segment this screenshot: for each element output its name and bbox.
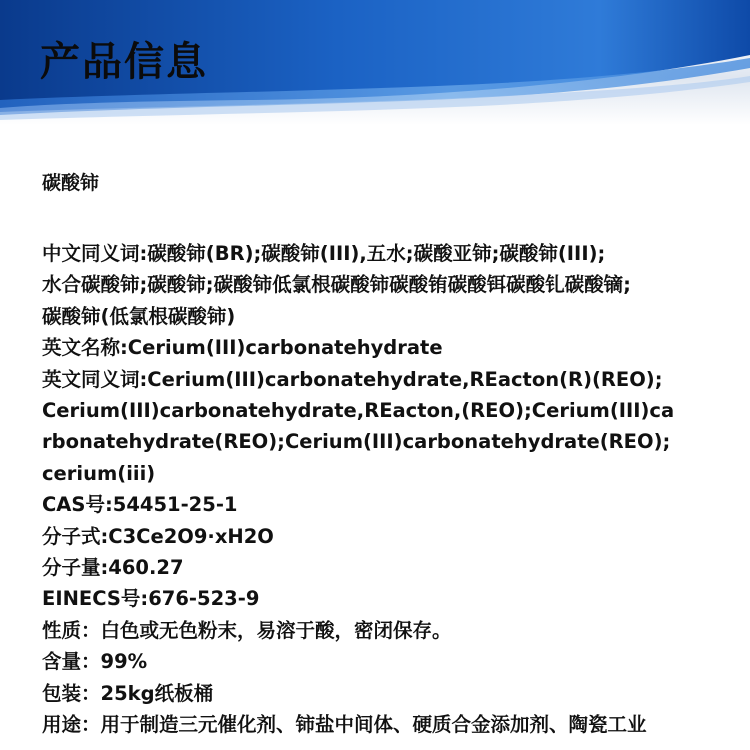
info-line-en-synonyms-4: cerium(iii) <box>42 461 156 485</box>
info-line-packaging: 包装：25kg纸板桶 <box>42 681 214 705</box>
info-line-einecs: EINECS号:676-523-9 <box>42 587 260 611</box>
info-line-content: 含量：99% <box>42 650 148 674</box>
info-line-properties: 性质：白色或无色粉末，易溶于酸，密闭保存。 <box>42 618 452 642</box>
page-title: 产品信息 <box>40 39 208 85</box>
info-line-cn-synonyms-1: 中文同义词:碳酸铈(BR);碳酸铈(III),五水;碳酸亚铈;碳酸铈(III); <box>42 242 606 265</box>
info-line-cn-synonyms-3: 碳酸铈(低氯根碳酸铈) <box>42 304 236 328</box>
product-name: 碳酸铈 <box>42 172 100 194</box>
info-line-en-synonyms-1: 英文同义词:Cerium(III)carbonatehydrate,REacton(R)(REO); <box>42 367 663 391</box>
info-line-formula: 分子式:C3Ce2O9·xH2O <box>42 524 274 548</box>
product-info-content <box>42 168 748 741</box>
info-line-en-synonyms-3: rbonatehydrate(REO);Cerium(III)carbonatehydrate(REO); <box>42 430 671 454</box>
info-line-en-synonyms-2: Cerium(III)carbonatehydrate,REacton,(REO);Cerium(III)ca <box>42 399 675 423</box>
info-line-molecular-weight: 分子量:460.27 <box>42 556 184 580</box>
info-line-en-name: 英文名称:Cerium(III)carbonatehydrate <box>42 336 443 360</box>
info-line-usage: 用途：用于制造三元催化剂、铈盐中间体、硬质合金添加剂、陶瓷工业 <box>42 713 647 737</box>
info-line-cn-synonyms-2: 水合碳酸铈;碳酸铈;碳酸铈低氯根碳酸铈碳酸铕碳酸铒碳酸钆碳酸镝; <box>42 273 631 297</box>
header-banner <box>0 0 750 125</box>
info-line-cas: CAS号:54451-25-1 <box>42 493 238 517</box>
